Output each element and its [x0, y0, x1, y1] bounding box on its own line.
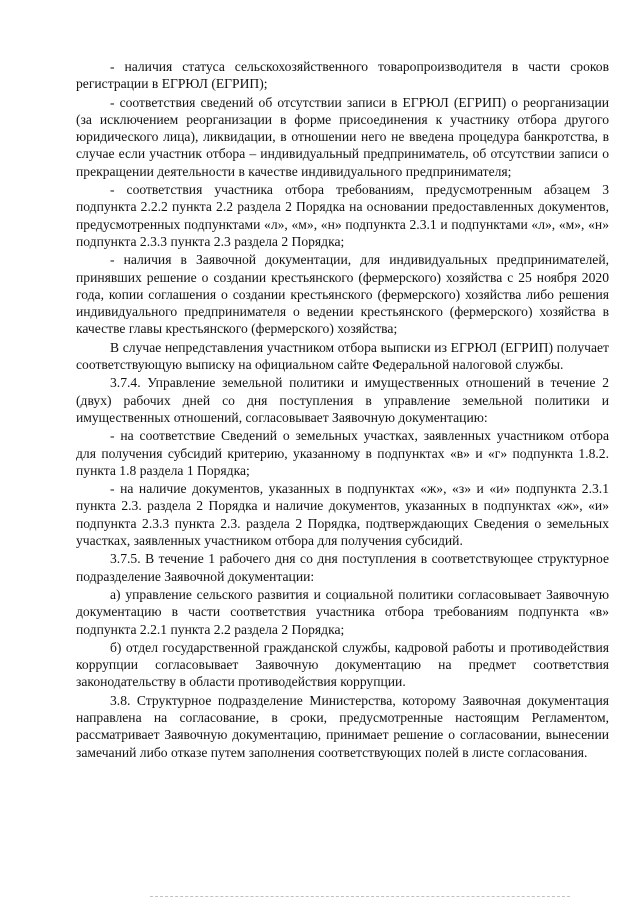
paragraph-land-info: - на соответствие Сведений о земельных участках, заявленных участником отбора для получения субсидий критерию, указанному в подпунктах «в» и «г» подпункта 1.8.2. пункта 1.8 раздела 1 Порядка; [76, 428, 609, 478]
paragraph-status: - наличия статуса сельскохозяйственного товаропроизводителя в части сроков регистрации в ЕГРЮЛ (ЕГРИП); [76, 59, 609, 92]
paragraph-egrul-extract: В случае непредставления участником отбора выписки из ЕГРЮЛ (ЕГРИП) получает соответствующую выписку на официальном сайте Федеральной налоговой службы. [76, 339, 609, 373]
paragraph-item-a: а) управление сельского развития и социальной политики согласовывает Заявочную документацию в части соответствия участника отбора требованиям подпункта «в» подпункта 2.2.1 пункта 2.2 раздела 2 Порядка; [76, 586, 609, 637]
paragraph-3-7-4: 3.7.4. Управление земельной политики и имущественных отношений в течение 2 (двух) рабочих дней со дня поступления в управление земельной политики и имущественных отношений, согласовывает Заявочную документацию: [76, 375, 609, 425]
document-body [76, 58, 609, 762]
paragraph-3-8: 3.8. Структурное подразделение Министерства, которому Заявочная документация направлена на согласование, в сроки, предусмотренные настоящим Регламентом, рассматривает Заявочную документацию, принимает решение о согласовании, вынесении замечаний либо отказе путем заполнения соответствующих полей в листе согласования. [76, 692, 609, 760]
paragraph-3-7-5: 3.7.5. В течение 1 рабочего дня со дня поступления в соответствующее структурное подразделение Заявочной документации: [76, 551, 609, 584]
paragraph-land-documents: - на наличие документов, указанных в подпунктах «ж», «з» и «и» подпункта 2.3.1 пункта 2.3. раздела 2 Порядка и наличие документов, указанных в подпунктах «ж», «и» подпункта 2.3.3 пункта 2.3. раздела 2 Порядка, подтверждающих Сведения о земельных участках, заявленных участником отбора для получения субсидий. [76, 481, 609, 549]
paragraph-farm-agreement: - наличия в Заявочной документации, для индивидуальных предпринимателей, принявших решение о создании крестьянского (фермерского) хозяйства с 25 ноября 2020 года, копии соглашения о создании крестьянского (фермерского) хозяйства либо решения индивидуального предпринимателя о ведении крестьянского (фермерского) хозяйства в качестве главы крестьянского (фермерского) хозяйства; [76, 252, 609, 337]
paragraph-item-b: б) отдел государственной гражданской службы, кадровой работы и противодействия коррупции согласовывает Заявочную документацию на предмет соответствия законодательству в области противодействия коррупции. [76, 639, 609, 690]
paragraph-requirements: - соответствия участника отбора требованиям, предусмотренным абзацем 3 подпункта 2.2.2 пункта 2.2 раздела 2 Порядка на основании предоставленных документов, предусмотренных подпунктами «л», «м», «н» подпункта 2.3.1 и подпунктами «л», «м», «н» подпункта 2.3.3 пункта 2.3 раздела 2 Порядка; [76, 182, 609, 249]
paragraph-egrul-records: - соответствия сведений об отсутствии записи в ЕГРЮЛ (ЕГРИП) о реорганизации (за исключением реорганизации в форме присоединения к участнику отбора другого юридического лица), ликвидации, в отношении него не введена процедура банкротства, в случае если участник отбора – индивидуальный предприниматель, об отсутствии записи о прекращении деятельности в качестве индивидуального предпринимателя; [76, 94, 609, 179]
scan-bottom-edge [150, 896, 570, 897]
